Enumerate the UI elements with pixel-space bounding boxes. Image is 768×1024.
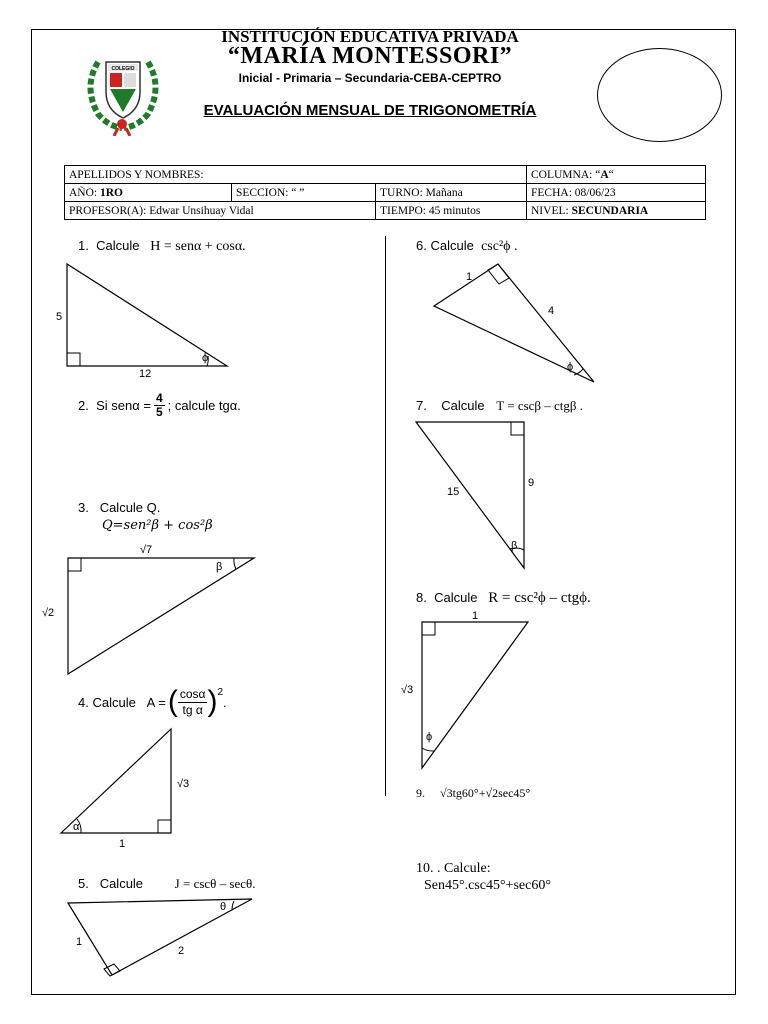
q1-angle: ϕ [202, 352, 209, 364]
date-cell: FECHA: 08/06/23 [527, 184, 706, 202]
shift-cell: TURNO: Mañana [376, 184, 527, 202]
question-10: 10. . Calcule: Sen45°.csc45°+sec60° [416, 861, 551, 893]
triangle-q6 [428, 258, 608, 386]
q5-side-bottom: 2 [178, 945, 185, 957]
level-cell: NIVEL: SECUNDARIA [527, 202, 706, 220]
triangle-q3 [38, 540, 258, 680]
question-4: 4. Calcule A = ( cosα tg α ) $^2$ . [78, 685, 227, 718]
q7-angle: β [511, 540, 518, 552]
institution-name: INSTITUCIÓN EDUCATIVA PRIVADA [221, 27, 519, 46]
q5-angle: θ [220, 901, 227, 913]
triangle-q7 [410, 418, 550, 573]
question-6: 6. Calcule csc²ϕ . [416, 238, 518, 254]
school-levels: Inicial - Primaria – Secundaria-CEBA-CEPTRO [238, 71, 502, 85]
column-divider [385, 236, 386, 796]
q3-side-top: √7 [140, 544, 153, 556]
school-logo [78, 52, 168, 136]
question-3-formula: Q=sen²β + cos²β [102, 518, 213, 533]
q7-side-right: 9 [528, 477, 535, 489]
q4-angle: α [73, 821, 80, 833]
question-7: 7. Calcule T = cscβ – ctgβ . [416, 398, 584, 413]
q8-angle: ϕ [426, 731, 433, 743]
q3-side-left: √2 [42, 607, 55, 619]
triangle-q4 [55, 725, 215, 850]
student-info-table [64, 165, 706, 220]
q1-side-a: 5 [56, 311, 63, 323]
q6-side-b: 4 [548, 305, 555, 317]
q5-side-left: 1 [76, 936, 83, 948]
triangle-q5 [60, 893, 260, 983]
question-2: 2. Si senα = $\frac{4}{5}$ ; calcule tgα. [78, 391, 241, 419]
q8-side-top: 1 [472, 610, 479, 622]
question-3: 3. Calcule Q. [78, 500, 161, 515]
q8-side-left: √3 [401, 684, 414, 696]
question-8: 8. Calcule R = csc²ϕ – ctgϕ. [416, 590, 591, 606]
question-9: 9. √3tg60°+√2sec45° [416, 786, 531, 800]
q1-side-b: 12 [139, 368, 152, 378]
triangle-q8 [398, 608, 538, 778]
section-cell: SECCION: “ ” [232, 184, 376, 202]
column-cell: COLUMNA: “A“ [527, 166, 706, 184]
q3-angle: β [216, 561, 223, 573]
photo-oval [597, 48, 722, 142]
names-cell: APELLIDOS Y NOMBRES: [65, 166, 527, 184]
triangle-q1 [55, 258, 235, 378]
q4-side-right: √3 [177, 778, 190, 790]
question-1: 1. Calcule H = senα + cosα. [78, 238, 246, 254]
q6-angle: ϕ [567, 361, 574, 373]
school-name: “MARÍA MONTESSORI” [227, 43, 513, 69]
logo-text: COLEGIO [111, 66, 135, 72]
q4-side-bottom: 1 [119, 838, 126, 850]
year-cell: AÑO: 1RO [65, 184, 232, 202]
time-cell: TIEMPO: 45 minutos [376, 202, 527, 220]
teacher-cell: PROFESOR(A): Edwar Unsihuay Vidal [65, 202, 376, 220]
exam-title: EVALUACIÓN MENSUAL DE TRIGONOMETRÍA [203, 102, 537, 119]
question-5: 5. Calcule J = cscθ – secθ. [78, 876, 256, 891]
q6-side-a: 1 [466, 271, 473, 283]
q7-side-hyp: 15 [447, 486, 460, 498]
